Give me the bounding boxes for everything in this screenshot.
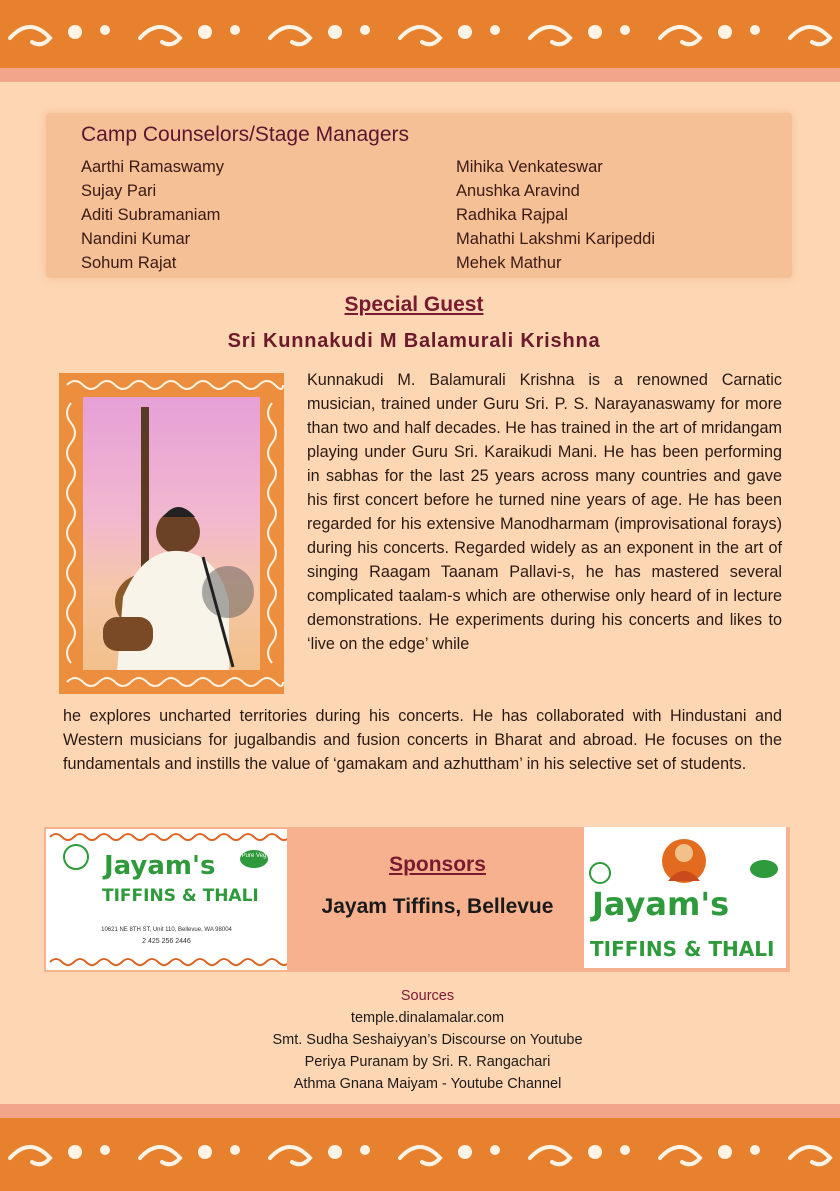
source-item: Periya Puranam by Sri. R. Rangachari [304, 1054, 551, 1070]
top-decorative-border [0, 0, 840, 68]
source-item: Athma Gnana Maiyam - Youtube Channel [293, 1076, 562, 1092]
sponsor-brand-name-right: Jayam's [592, 885, 730, 923]
counselor-name: Aditi Subramaniam [81, 206, 221, 224]
counselors-right-column [456, 155, 655, 275]
counselor-name: Mehek Mathur [456, 254, 562, 272]
guest-bio-paragraph-continued: he explores uncharted territories during his concerts. He has collaborated with Hindustani and Western musicians for jugalbandis and fusion concerts in Bharat and abroad. He focuses on the fundamentals and instills the value of ‘gamakam and azhuttham’ in his selective set of students. [63, 707, 782, 773]
counselor-name: Aarthi Ramaswamy [81, 158, 225, 176]
guest-bio-right [307, 368, 782, 656]
sponsor-ad-right [584, 827, 786, 968]
musician-portrait-icon [83, 397, 260, 670]
source-item: Smt. Sudha Seshaiyyan’s Discourse on Youtube [272, 1032, 583, 1048]
sources-title: Sources [400, 988, 455, 1004]
counselors-heading: Camp Counselors/Stage Managers [81, 123, 410, 146]
bottom-pink-stripe [0, 1104, 840, 1118]
sponsors-title: Sponsors [389, 853, 486, 876]
guest-photo [83, 397, 260, 670]
sponsor-name: Jayam Tiffins, Bellevue [321, 895, 554, 918]
top-pink-stripe [0, 68, 840, 82]
pure-veg-badge: Pure Veg [241, 853, 267, 859]
counselor-name: Sujay Pari [81, 182, 157, 200]
sponsor-brand-name: Jayam's [104, 851, 216, 881]
sponsor-brand-tagline-right: TIFFINS & THALI [590, 937, 775, 961]
counselor-name: Radhika Rajpal [456, 206, 568, 224]
guest-photo-frame [59, 373, 284, 694]
sponsor-phone: 2 425 256 2446 [142, 938, 191, 945]
counselors-card [46, 113, 792, 278]
special-guest-title: Special Guest [344, 293, 484, 316]
source-item: temple.dinalamalar.com [350, 1010, 505, 1026]
sponsor-address: 10621 NE 8TH ST, Unit 110, Bellevue, WA 98004 [101, 927, 232, 933]
counselor-name: Mihika Venkateswar [456, 158, 603, 176]
counselors-left-column [81, 155, 224, 275]
counselor-name: Nandini Kumar [81, 230, 191, 248]
paisley-pattern-icon [0, 1118, 840, 1191]
sources-section [0, 985, 840, 1095]
sponsor-brand-tagline: TIFFINS & THALI [102, 886, 259, 906]
guest-bio-paragraph: Kunnakudi M. Balamurali Krishna is a renowned Carnatic musician, trained under Guru Sri. P. S. Narayanaswamy for more than two and half decades. He has trained in the art of mridangam playing under Guru Sri. Karaikudi Mani. He has been performing in sabhas for the last 25 years across many countries and gave his first concert before he turned nine years of age. He has been regarded for his extensive Manodharmam (improvisational forays) during his concerts. Regarded widely as an exponent in the art of singing Raagam Taanam Pallavi-s, he has mastered several complicated taalam-s which are otherwise only heard of in lecture demonstrations. He experiments during his concerts and likes to ‘live on the edge’ while [307, 371, 782, 653]
counselor-name: Anushka Aravind [456, 182, 580, 200]
paisley-pattern-icon [0, 0, 840, 68]
bottom-decorative-border [0, 1118, 840, 1191]
guest-bio-continued [63, 704, 782, 776]
sponsor-ad-left [46, 829, 287, 970]
counselor-name: Mahathi Lakshmi Karipeddi [456, 230, 656, 248]
special-guest-name: Sri Kunnakudi M Balamurali Krishna [227, 330, 601, 352]
counselor-name: Sohum Rajat [81, 254, 177, 272]
